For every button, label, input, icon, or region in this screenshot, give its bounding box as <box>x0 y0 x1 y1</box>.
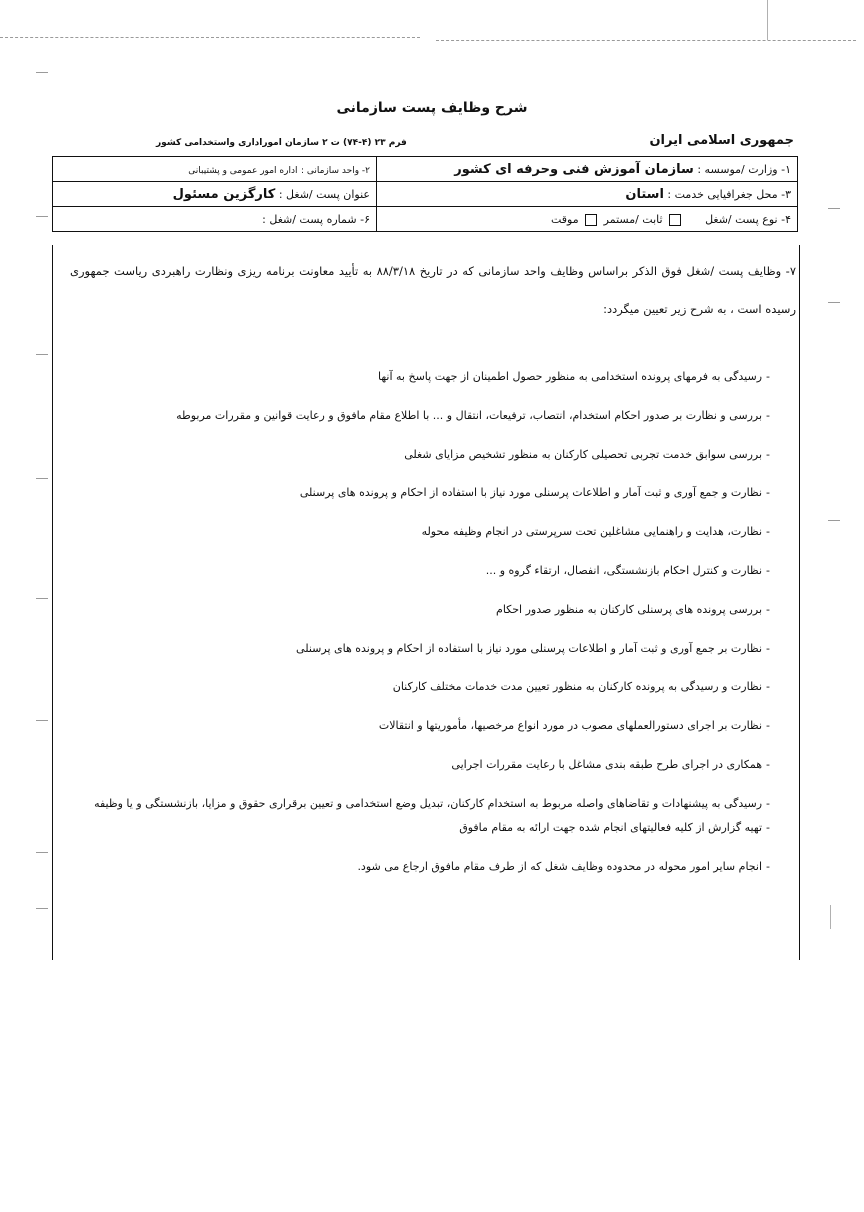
duty-item: -نظارت و جمع آوری و ثبت آمار و اطلاعات پرسنلی مورد نیاز با استفاده از احکام و پرونده های پرسنلی <box>299 486 770 500</box>
scan-artifact-tick <box>36 852 48 853</box>
post-title-value: کارگزین مسئول <box>172 186 276 202</box>
duty-item: -بررسی سوابق خدمت تجربی تحصیلی کارکنان به منظور تشخیص مزایای شغلی <box>404 447 770 461</box>
form-code: فرم ۲۳ (۴-۷۴) ت ۲ سازمان اموراداری واستخدامی کشور <box>156 138 407 148</box>
duty-item: -رسیدگی به پیشنهادات و تقاضاهای واصله مربوط به استخدام کارکنان، تبدیل وضع استخدامی و تعیین برقراری حقوق و مزایا، بازنشستگی و یا وظیفه <box>94 796 770 810</box>
duty-item: -نظارت و رسیدگی به پرونده کارکنان به منظور تعیین مدت خدمات مختلف کارکنان <box>392 680 770 694</box>
post-title-cell <box>53 182 377 207</box>
duty-item: -بررسی و نظارت بر صدور احکام استخدام، انتصاب، ترفیعات، انتقال و ... با اطلاع مقام مافوق و رعایت قوانین و مقررات مربوطه <box>176 408 770 422</box>
duties-list <box>58 370 770 898</box>
scan-artifact-tick <box>828 302 840 303</box>
scan-artifact-tick <box>828 208 840 209</box>
scan-artifact-line <box>830 905 831 929</box>
post-title-label: عنوان پست /شغل : <box>278 187 370 201</box>
location-cell <box>377 182 798 207</box>
post-number-cell <box>53 207 377 232</box>
unit-cell <box>53 157 377 182</box>
ministry-label: ۱- وزارت /موسسه : <box>697 162 791 176</box>
scan-artifact-tick <box>36 216 48 217</box>
checkbox-permanent[interactable] <box>669 214 681 226</box>
duty-item: -رسیدگی به فرمهای پرونده استخدامی به منظور حصول اطمینان از جهت پاسخ به آنها <box>377 370 770 383</box>
scan-artifact-line <box>436 40 856 41</box>
duty-item: -تهیه گزارش از کلیه فعالیتهای انجام شده جهت ارائه به مقام مافوق <box>459 820 770 834</box>
scan-artifact-tick <box>828 520 840 521</box>
duty-item: -انجام سایر امور محوله در محدوده وظایف شغل که از طرف مقام مافوق ارجاع می شود. <box>357 859 770 873</box>
scan-artifact-tick <box>36 720 48 721</box>
post-type-label: ۴- نوع پست /شغل <box>705 212 791 226</box>
location-label: ۳- محل جغرافیایی خدمت : <box>667 187 791 201</box>
ministry-cell <box>377 157 798 182</box>
duty-item: -همکاری در اجرای طرح طبقه بندی مشاغل با رعایت مقررات اجرایی <box>451 757 770 771</box>
scan-artifact-line <box>0 37 420 38</box>
scan-artifact-tick <box>36 478 48 479</box>
scan-artifact-tick <box>36 598 48 599</box>
ministry-value: سازمان آموزش فنی وحرفه ای کشور <box>454 161 694 177</box>
scan-artifact-line <box>767 0 768 40</box>
post-number-label: ۶- شماره پست /شغل : <box>262 212 370 226</box>
checkbox-temporary[interactable] <box>585 214 597 226</box>
duty-item: -بررسی پرونده های پرسنلی کارکنان به منظور صدور احکام <box>496 602 770 616</box>
info-grid <box>52 156 798 232</box>
duty-item: -نظارت بر جمع آوری و ثبت آمار و اطلاعات پرسنلی مورد نیاز با استفاده از احکام و پرونده های پرسنلی <box>296 641 770 655</box>
duty-item: -نظارت، هدایت و راهنمایی مشاغلین تحت سرپرستی در انجام وظیفه محوله <box>421 525 770 539</box>
duties-intro: ۷- وظایف پست /شغل فوق الذکر براساس وظایف واحد سازمانی که در تاریخ ۸۸/۳/۱۸ به تأیید معاونت برنامه ریزی ونظارت راهبردی ریاست جمهوری رسیده است ، به شرح زیر تعیین میگردد: <box>70 264 796 316</box>
duty-item: -نظارت بر اجرای دستورالعملهای مصوب در مورد انواع مرخصیها، مأموریتها و انتقالات <box>378 719 770 733</box>
post-type-cell <box>377 207 798 232</box>
location-value: استان <box>625 186 664 202</box>
unit-value: اداره امور عمومی و پشتیبانی <box>188 165 298 176</box>
scan-artifact-tick <box>36 908 48 909</box>
country-heading: جمهوری اسلامی ایران <box>649 133 794 148</box>
option-temporary-label: موقت <box>551 212 579 226</box>
document-title: شرح وظایف پست سازمانی <box>336 100 528 116</box>
duty-item: -نظارت و کنترل احکام بازنشستگی، انفصال، ارتقاء گروه و ... <box>485 563 770 577</box>
scan-artifact-tick <box>36 354 48 355</box>
scan-artifact-tick <box>36 72 48 73</box>
option-permanent-label: ثابت /مستمر <box>603 212 663 226</box>
unit-label: ۲- واحد سازمانی : <box>300 165 370 176</box>
